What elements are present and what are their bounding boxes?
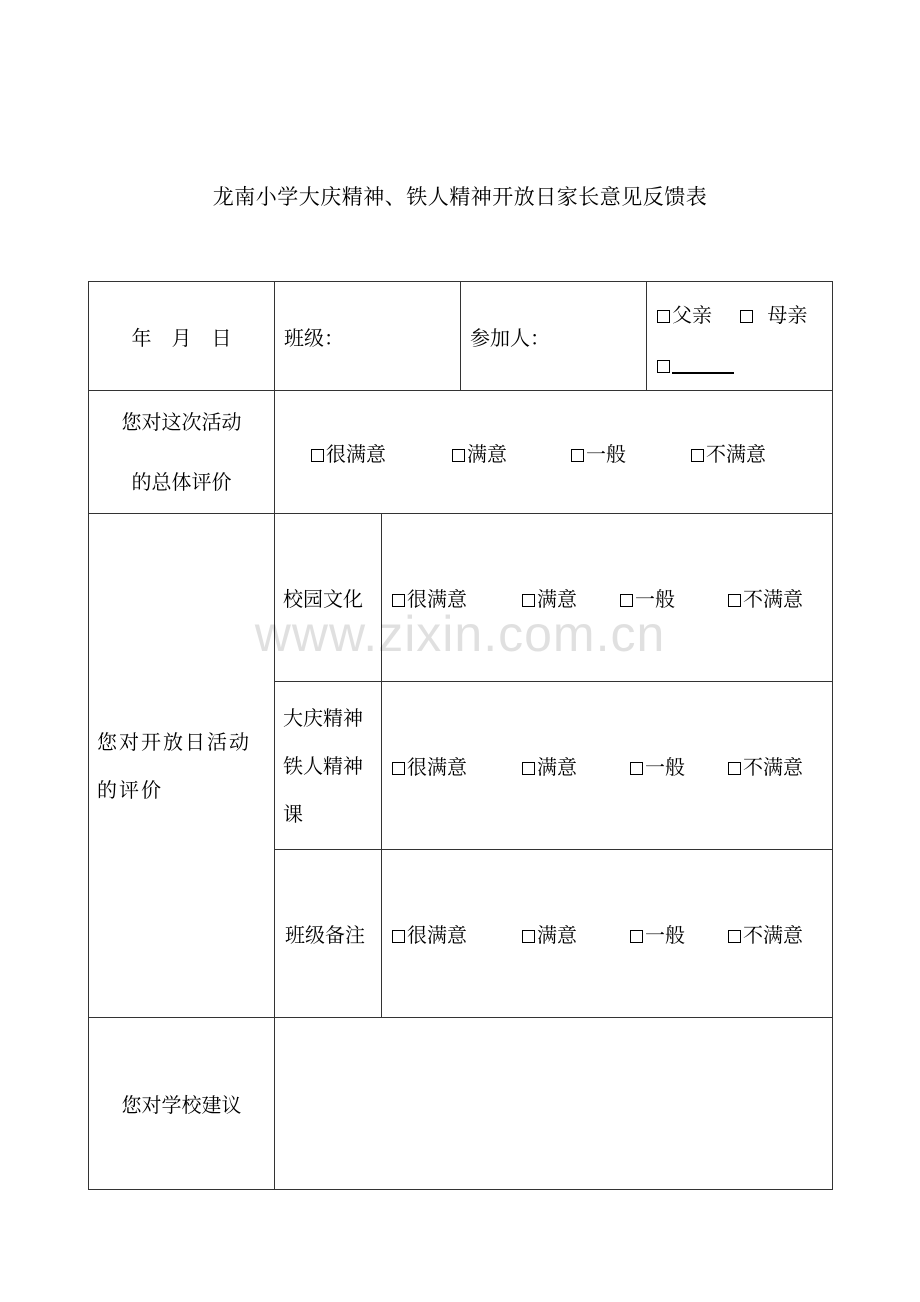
date-label: 年 月 日 (131, 325, 232, 350)
remarks-option-satisfied[interactable]: 满意 (522, 919, 630, 948)
checkbox-icon[interactable] (740, 310, 753, 323)
remarks-option-dissatisfied[interactable]: 不满意 (728, 919, 803, 948)
suggestion-input-area[interactable] (275, 1018, 833, 1190)
item-ironman-spirit: 铁人精神 (283, 753, 363, 778)
other-relation-option[interactable] (657, 340, 734, 390)
date-cell (89, 282, 275, 391)
checkbox-icon[interactable] (630, 762, 643, 775)
feedback-form-table (88, 281, 833, 1190)
remarks-option-average[interactable]: 一般 (630, 919, 728, 948)
checkbox-icon[interactable] (630, 930, 643, 943)
suggestion-label: 您对学校建议 (121, 1093, 242, 1117)
overall-option-dissatisfied[interactable]: 不满意 (691, 438, 766, 467)
overall-label-cell (89, 391, 275, 514)
checkbox-icon[interactable] (728, 762, 741, 775)
overall-option-satisfied[interactable]: 满意 (452, 438, 571, 467)
campus-option-very-satisfied[interactable]: 很满意 (392, 583, 522, 612)
checkbox-icon[interactable] (571, 449, 584, 462)
checkbox-icon[interactable] (728, 594, 741, 607)
form-title: 龙南小学大庆精神、铁人精神开放日家长意见反馈表 (212, 185, 708, 209)
checkbox-icon[interactable] (522, 762, 535, 775)
remarks-option-very-satisfied[interactable]: 很满意 (392, 919, 522, 948)
item-name-cell (275, 514, 382, 682)
openday-label-cell (89, 514, 275, 1018)
item-class-remarks: 班级备注 (285, 923, 365, 947)
checkbox-icon[interactable] (657, 360, 670, 373)
watermark: www.zixin.com.cn (254, 606, 666, 662)
item-daqing-spirit: 大庆精神 (283, 705, 363, 730)
overall-label-line1: 您对这次活动 (121, 410, 242, 434)
openday-label-line2: 的评价 (97, 777, 163, 802)
spirit-option-average[interactable]: 一般 (630, 751, 728, 780)
spirit-option-dissatisfied[interactable]: 不满意 (728, 751, 803, 780)
checkbox-icon[interactable] (311, 449, 324, 462)
overall-option-very-satisfied[interactable]: 很满意 (311, 438, 452, 467)
item-options-cell (382, 850, 833, 1018)
overall-options-cell (275, 391, 833, 514)
mother-option[interactable]: 母亲 (740, 290, 807, 340)
class-cell[interactable] (275, 282, 461, 391)
campus-option-average[interactable]: 一般 (620, 583, 728, 612)
overall-option-average[interactable]: 一般 (571, 438, 691, 467)
checkbox-icon[interactable] (728, 930, 741, 943)
suggestion-label-cell (89, 1018, 275, 1190)
father-option[interactable]: 父亲 (657, 290, 712, 340)
item-name-cell (275, 850, 382, 1018)
item-class-suffix: 课 (283, 801, 303, 826)
class-label: 班级： (284, 325, 344, 350)
item-options-cell (382, 514, 833, 682)
checkbox-icon[interactable] (522, 594, 535, 607)
participant-label: 参加人： (470, 325, 550, 350)
campus-option-satisfied[interactable]: 满意 (522, 583, 620, 612)
checkbox-icon[interactable] (522, 930, 535, 943)
item-options-cell (382, 682, 833, 850)
checkbox-icon[interactable] (452, 449, 465, 462)
openday-label-line1: 您对开放日活动 (97, 729, 251, 754)
checkbox-icon[interactable] (392, 762, 405, 775)
checkbox-icon[interactable] (392, 594, 405, 607)
checkbox-icon[interactable] (392, 930, 405, 943)
participant-cell[interactable] (461, 282, 647, 391)
overall-label-line2: 的总体评价 (131, 470, 232, 494)
item-name-cell (275, 682, 382, 850)
checkbox-icon[interactable] (691, 449, 704, 462)
campus-option-dissatisfied[interactable]: 不满意 (728, 583, 803, 612)
other-relation-blank[interactable] (672, 354, 734, 374)
spirit-option-very-satisfied[interactable]: 很满意 (392, 751, 522, 780)
spirit-option-satisfied[interactable]: 满意 (522, 751, 630, 780)
checkbox-icon[interactable] (657, 310, 670, 323)
checkbox-icon[interactable] (620, 594, 633, 607)
item-campus-culture: 校园文化 (283, 587, 363, 611)
relation-cell (647, 282, 833, 391)
